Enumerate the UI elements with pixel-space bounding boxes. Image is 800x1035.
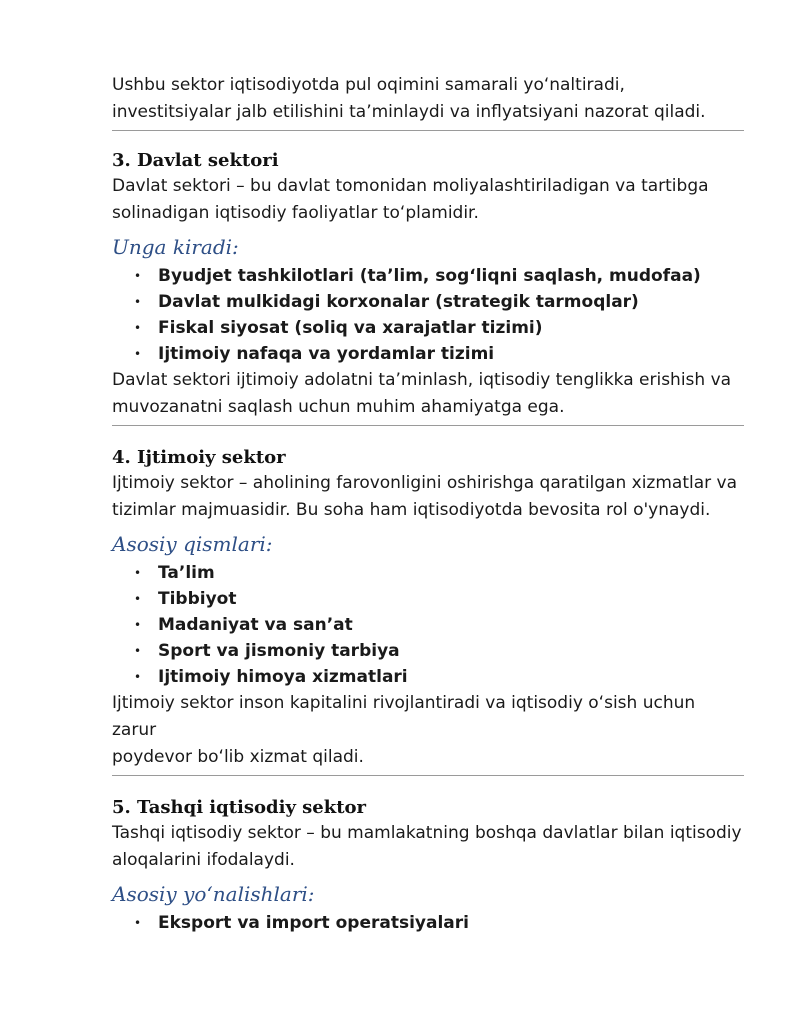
description-line: aloqalarini ifodalaydi.	[112, 850, 295, 870]
section-divider	[112, 775, 744, 776]
description-line: tizimlar majmuasidir. Bu soha ham iqtisodiyotda bevosita rol o'ynaydi.	[112, 500, 711, 520]
description-line: Tashqi iqtisodiy sektor – bu mamlakatning boshqa davlatlar bilan iqtisodiy	[112, 823, 742, 843]
closing-line: poydevor boʻlib xizmat qiladi.	[112, 747, 364, 767]
section-description	[112, 820, 744, 874]
section-description	[112, 470, 744, 524]
bullet-icon: •	[134, 566, 142, 580]
section-heading: 5. Tashqi iqtisodiy sektor	[112, 797, 367, 818]
list-item: • Tibbiyot	[112, 586, 744, 612]
bullet-icon: •	[134, 295, 142, 309]
section-heading: 3. Davlat sektori	[112, 150, 279, 171]
section-closing	[112, 367, 744, 421]
list-item: • Ijtimoiy himoya xizmatlari	[112, 664, 744, 690]
section-ijtimoiy-sektor	[112, 446, 744, 771]
list-item: • Ijtimoiy nafaqa va yordamlar tizimi	[112, 341, 744, 367]
bullet-list	[112, 263, 744, 367]
section-tashqi-iqtisodiy-sektor	[112, 796, 744, 936]
closing-line: Ijtimoiy sektor inson kapitalini rivojlantiradi va iqtisodiy oʻsish uchun zarur	[112, 693, 696, 740]
bullet-icon: •	[134, 618, 142, 632]
section-description	[112, 173, 744, 227]
bullet-icon: •	[134, 670, 142, 684]
closing-line: Davlat sektori ijtimoiy adolatni ta’minlash, iqtisodiy tenglikka erishish va	[112, 370, 732, 390]
bullet-icon: •	[134, 644, 142, 658]
section-closing	[112, 690, 744, 771]
section-divider	[112, 425, 744, 426]
section-divider	[112, 130, 744, 131]
list-item: • Sport va jismoniy tarbiya	[112, 638, 744, 664]
document-page	[112, 72, 744, 936]
intro-line-2: investitsiyalar jalb etilishini ta’minlaydi va inflyatsiyani nazorat qiladi.	[112, 102, 706, 122]
bullet-icon: •	[134, 321, 142, 335]
list-item: • Davlat mulkidagi korxonalar (strategik tarmoqlar)	[112, 289, 744, 315]
description-line: solinadigan iqtisodiy faoliyatlar toʻplamidir.	[112, 203, 479, 223]
bullet-icon: •	[134, 916, 142, 930]
section-subheading: Asosiy qismlari:	[112, 532, 273, 556]
section-subheading: Unga kiradi:	[112, 235, 239, 259]
list-item: • Eksport va import operatsiyalari	[112, 910, 744, 936]
intro-line-1: Ushbu sektor iqtisodiyotda pul oqimini samarali yoʻnaltiradi,	[112, 75, 625, 95]
section-davlat-sektori	[112, 149, 744, 421]
section-heading: 4. Ijtimoiy sektor	[112, 447, 286, 468]
description-line: Ijtimoiy sektor – aholining farovonligini oshirishga qaratilgan xizmatlar va	[112, 473, 738, 493]
list-item: • Byudjet tashkilotlari (ta’lim, sogʻliqni saqlash, mudofaa)	[112, 263, 744, 289]
description-line: Davlat sektori – bu davlat tomonidan moliyalashtiriladigan va tartibga	[112, 176, 709, 196]
bullet-icon: •	[134, 269, 142, 283]
intro-paragraph	[112, 72, 744, 126]
bullet-icon: •	[134, 347, 142, 361]
list-item: • Ta’lim	[112, 560, 744, 586]
bullet-icon: •	[134, 592, 142, 606]
section-subheading: Asosiy yoʻnalishlari:	[112, 882, 315, 906]
list-item: • Fiskal siyosat (soliq va xarajatlar tizimi)	[112, 315, 744, 341]
bullet-list	[112, 560, 744, 690]
closing-line: muvozanatni saqlash uchun muhim ahamiyatga ega.	[112, 397, 565, 417]
bullet-list	[112, 910, 744, 936]
list-item: • Madaniyat va san’at	[112, 612, 744, 638]
